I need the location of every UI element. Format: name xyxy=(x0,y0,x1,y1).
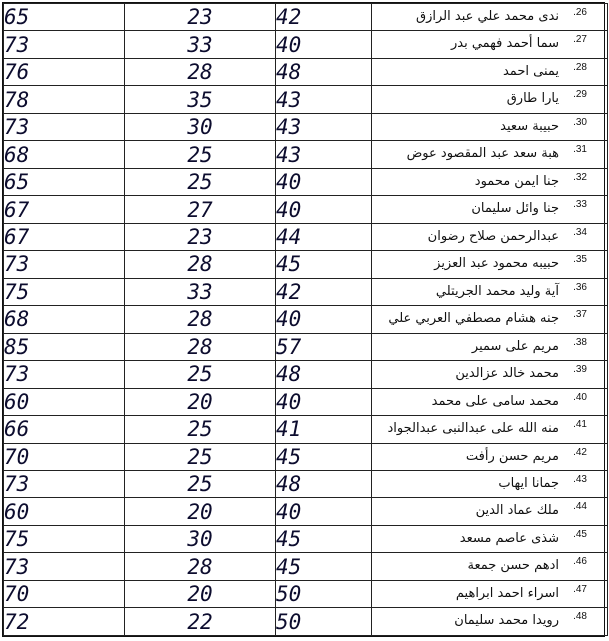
row-number: .39 xyxy=(573,364,587,376)
score-b-cell: 45 xyxy=(276,553,372,580)
student-cell xyxy=(372,470,608,497)
table-row xyxy=(4,4,608,31)
student-cell xyxy=(372,86,608,113)
student-cell xyxy=(372,306,608,333)
row-number: .38 xyxy=(573,336,587,348)
student-name: اسراء احمد ابراهيم xyxy=(455,585,559,601)
row-number: .42 xyxy=(573,446,587,458)
total-score-cell: 73 xyxy=(4,251,125,278)
table-row xyxy=(4,361,608,388)
student-name: مريم حسن رأفت xyxy=(465,448,559,464)
total-score-cell: 65 xyxy=(4,168,125,195)
table-row xyxy=(4,141,608,168)
table-row xyxy=(4,86,608,113)
row-number: .30 xyxy=(573,116,587,128)
score-a-cell: 25 xyxy=(125,443,276,470)
total-score-cell: 66 xyxy=(4,416,125,443)
score-b-cell: 50 xyxy=(276,608,372,636)
student-name: حبيبة سعيد xyxy=(500,118,559,134)
total-score-cell: 85 xyxy=(4,333,125,360)
student-name: عبدالرحمن صلاح رضوان xyxy=(427,228,559,244)
table-row xyxy=(4,580,608,607)
score-a-cell: 30 xyxy=(125,525,276,552)
total-score-cell: 73 xyxy=(4,470,125,497)
row-number: .48 xyxy=(573,611,587,623)
student-name: شذى عاصم مسعد xyxy=(459,530,559,546)
score-a-cell: 20 xyxy=(125,388,276,415)
total-score-cell: 75 xyxy=(4,278,125,305)
score-b-cell: 41 xyxy=(276,416,372,443)
student-cell xyxy=(372,525,608,552)
score-a-cell: 28 xyxy=(125,251,276,278)
row-number: .28 xyxy=(573,61,587,73)
score-a-cell: 25 xyxy=(125,141,276,168)
row-number: .47 xyxy=(573,583,587,595)
table-row xyxy=(4,168,608,195)
score-b-cell: 40 xyxy=(276,306,372,333)
score-b-cell: 45 xyxy=(276,443,372,470)
student-name: ادهم حسن جمعة xyxy=(467,558,559,574)
table-row xyxy=(4,223,608,250)
table-row xyxy=(4,333,608,360)
score-a-cell: 28 xyxy=(125,333,276,360)
total-score-cell: 70 xyxy=(4,443,125,470)
score-a-cell: 33 xyxy=(125,278,276,305)
table-row xyxy=(4,470,608,497)
score-b-cell: 50 xyxy=(276,580,372,607)
student-cell xyxy=(372,608,608,636)
student-name: هبة سعد عبد المقصود عوض xyxy=(406,146,559,162)
total-score-cell: 60 xyxy=(4,388,125,415)
score-b-cell: 40 xyxy=(276,388,372,415)
table-row xyxy=(4,278,608,305)
student-name: سما أحمد فهمي بدر xyxy=(450,36,559,52)
student-cell xyxy=(372,113,608,140)
student-cell xyxy=(372,416,608,443)
student-cell xyxy=(372,498,608,525)
student-name: حبيبه محمود عبد العزيز xyxy=(434,256,559,272)
student-cell xyxy=(372,443,608,470)
score-b-cell: 43 xyxy=(276,141,372,168)
student-cell xyxy=(372,333,608,360)
student-cell xyxy=(372,580,608,607)
score-a-cell: 20 xyxy=(125,580,276,607)
row-number: .43 xyxy=(573,473,587,485)
student-name: محمد سامى على محمد xyxy=(431,393,559,409)
student-name: يارا طارق xyxy=(506,91,559,107)
total-score-cell: 65 xyxy=(4,4,125,31)
total-score-cell: 67 xyxy=(4,223,125,250)
score-b-cell: 40 xyxy=(276,196,372,223)
total-score-cell: 75 xyxy=(4,525,125,552)
score-a-cell: 20 xyxy=(125,498,276,525)
total-score-cell: 73 xyxy=(4,553,125,580)
grade-sheet xyxy=(2,2,605,637)
row-number: .32 xyxy=(573,171,587,183)
row-number: .35 xyxy=(573,254,587,266)
student-name: رويدا محمد سليمان xyxy=(454,613,559,629)
student-name: جنا ايمن محمود xyxy=(474,173,559,189)
total-score-cell: 78 xyxy=(4,86,125,113)
score-a-cell: 35 xyxy=(125,86,276,113)
table-row xyxy=(4,498,608,525)
row-number: .41 xyxy=(573,419,587,431)
student-cell xyxy=(372,361,608,388)
score-a-cell: 25 xyxy=(125,470,276,497)
row-number: .26 xyxy=(573,7,587,18)
score-a-cell: 27 xyxy=(125,196,276,223)
total-score-cell: 60 xyxy=(4,498,125,525)
score-a-cell: 30 xyxy=(125,113,276,140)
table-row xyxy=(4,196,608,223)
row-number: .27 xyxy=(573,34,587,46)
table-row xyxy=(4,553,608,580)
total-score-cell: 73 xyxy=(4,31,125,58)
row-number: .36 xyxy=(573,281,587,293)
score-b-cell: 45 xyxy=(276,525,372,552)
student-cell xyxy=(372,223,608,250)
score-a-cell: 28 xyxy=(125,58,276,85)
score-a-cell: 25 xyxy=(125,361,276,388)
student-cell xyxy=(372,251,608,278)
table-row xyxy=(4,113,608,140)
score-a-cell: 25 xyxy=(125,168,276,195)
total-score-cell: 73 xyxy=(4,361,125,388)
student-name: منه الله على عبدالنبى عبدالجواد xyxy=(387,421,559,437)
total-score-cell: 70 xyxy=(4,580,125,607)
row-number: .45 xyxy=(573,528,587,540)
score-b-cell: 42 xyxy=(276,278,372,305)
score-b-cell: 40 xyxy=(276,168,372,195)
score-a-cell: 28 xyxy=(125,553,276,580)
score-b-cell: 40 xyxy=(276,31,372,58)
table-row xyxy=(4,443,608,470)
row-number: .37 xyxy=(573,309,587,321)
row-number: .44 xyxy=(573,501,587,513)
total-score-cell: 73 xyxy=(4,113,125,140)
score-b-cell: 48 xyxy=(276,58,372,85)
total-score-cell: 68 xyxy=(4,141,125,168)
table-row xyxy=(4,388,608,415)
student-cell xyxy=(372,196,608,223)
score-b-cell: 43 xyxy=(276,113,372,140)
row-number: .29 xyxy=(573,89,587,101)
student-name: آية وليد محمد الجريتلي xyxy=(435,283,559,299)
row-number: .46 xyxy=(573,556,587,568)
score-a-cell: 28 xyxy=(125,306,276,333)
student-cell xyxy=(372,553,608,580)
total-score-cell: 67 xyxy=(4,196,125,223)
grades-table xyxy=(3,3,608,636)
student-name: ملك عماد الدين xyxy=(475,503,559,519)
score-b-cell: 40 xyxy=(276,498,372,525)
student-name: ندى محمد علي عبد الرازق xyxy=(416,9,559,24)
student-name: جنا وائل سليمان xyxy=(471,201,559,217)
row-number: .33 xyxy=(573,199,587,211)
table-row xyxy=(4,416,608,443)
student-name: جمانا ايهاب xyxy=(498,475,559,491)
student-name: مريم على سمير xyxy=(471,338,559,354)
total-score-cell: 68 xyxy=(4,306,125,333)
score-a-cell: 33 xyxy=(125,31,276,58)
row-number: .34 xyxy=(573,226,587,238)
student-name: جنه هشام مصطفي العربي علي xyxy=(388,311,559,327)
score-a-cell: 22 xyxy=(125,608,276,636)
student-cell xyxy=(372,278,608,305)
row-number: .31 xyxy=(573,144,587,156)
table-row xyxy=(4,251,608,278)
student-name: يمنى احمد xyxy=(502,63,559,79)
score-b-cell: 45 xyxy=(276,251,372,278)
student-cell xyxy=(372,4,608,31)
score-b-cell: 57 xyxy=(276,333,372,360)
score-a-cell: 23 xyxy=(125,4,276,31)
student-cell xyxy=(372,168,608,195)
score-a-cell: 25 xyxy=(125,416,276,443)
student-cell xyxy=(372,388,608,415)
score-b-cell: 48 xyxy=(276,470,372,497)
student-cell xyxy=(372,141,608,168)
score-b-cell: 42 xyxy=(276,4,372,31)
student-cell xyxy=(372,58,608,85)
score-a-cell: 23 xyxy=(125,223,276,250)
student-name: محمد خالد عزالدين xyxy=(455,366,559,382)
table-row xyxy=(4,608,608,636)
table-row xyxy=(4,525,608,552)
total-score-cell: 76 xyxy=(4,58,125,85)
score-b-cell: 43 xyxy=(276,86,372,113)
table-row xyxy=(4,306,608,333)
score-b-cell: 48 xyxy=(276,361,372,388)
table-row xyxy=(4,31,608,58)
row-number: .40 xyxy=(573,391,587,403)
student-cell xyxy=(372,31,608,58)
score-b-cell: 44 xyxy=(276,223,372,250)
table-row xyxy=(4,58,608,85)
total-score-cell: 72 xyxy=(4,608,125,636)
